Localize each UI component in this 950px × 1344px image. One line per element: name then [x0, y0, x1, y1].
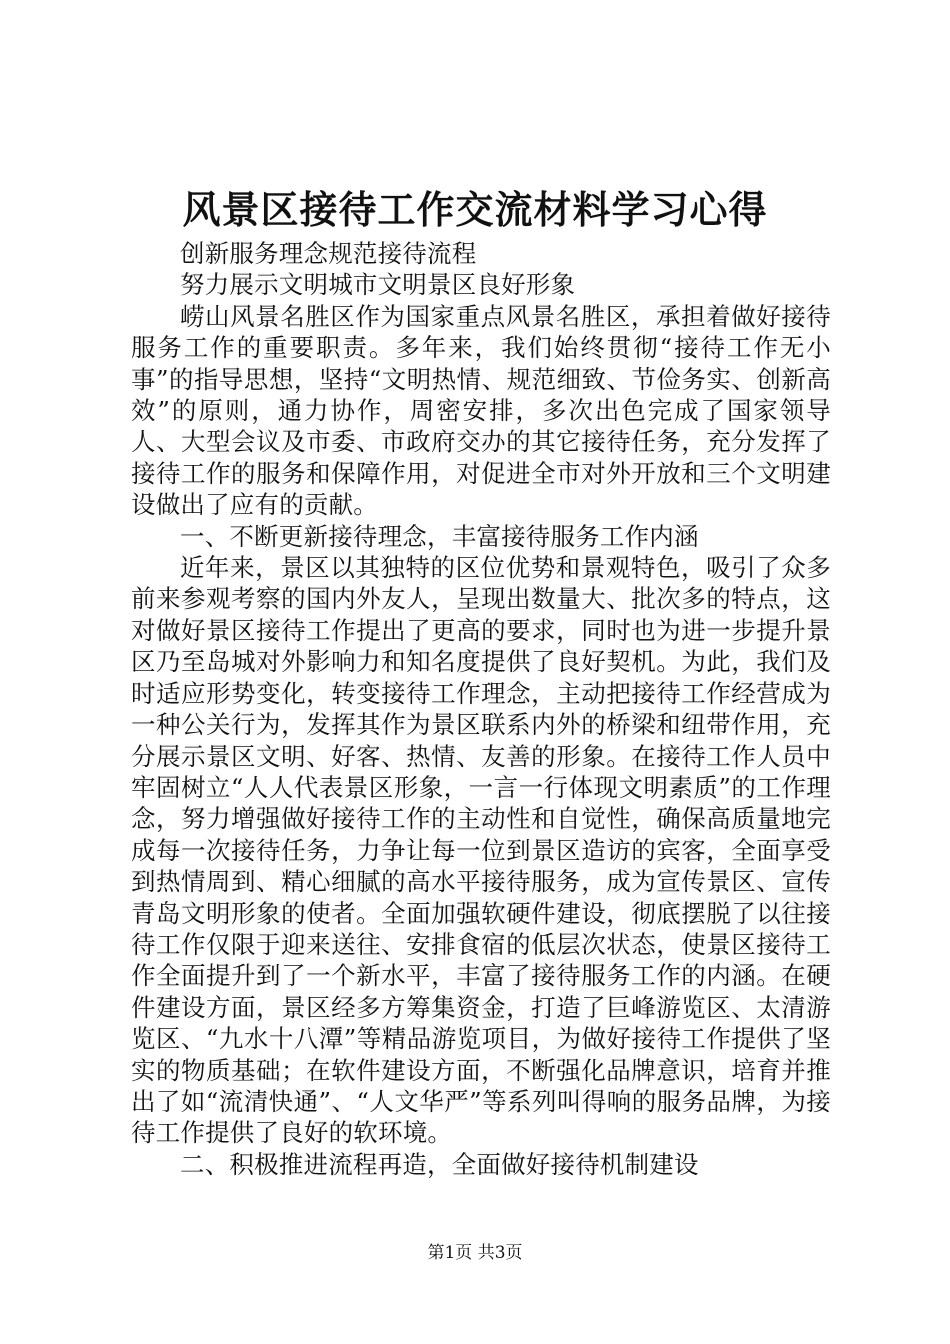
section-1-paragraph: 近年来，景区以其独特的区位优势和景观特色，吸引了众多前来参观考察的国内外友人，呈现出数量大、批次多的特点，这对做好景区接待工作提出了更高的要求，同时也为进一步提升景区乃至岛城对外影响力和知名度提供了良好契机。为此，我们及时适应形势变化，转变接待工作理念，主动把接待工作经营成为一种公关行为，发挥其作为景区联系内外的桥梁和纽带作用，充分展示景区文明、好客、热情、友善的形象。在接待工作人员中牢固树立“人人代表景区形象，一言一行体现文明素质”的工作理念，努力增强做好接待工作的主动性和自觉性，确保高质量地完成每一次接待任务，力争让每一位到景区造访的宾客，全面享受到热情周到、精心细腻的高水平接待服务，成为宣传景区、宣传青岛文明形象的使者。全面加强软硬件建设，彻底摆脱了以往接待工作仅限于迎来送往、安排食宿的低层次状态，使景区接待工作全面提升到了一个新水平，丰富了接待服务工作的内涵。在硬件建设方面，景区经多方筹集资金，打造了巨峰游览区、太清游览区、“九水十八潭”等精品游览项目，为做好接待工作提供了坚实的物质基础；在软件建设方面，不断强化品牌意识，培育并推出了如“流清快通”、“人文华严”等系列叫得响的服务品牌，为接待工作提供了良好的软环境。 — [131, 553, 831, 1148]
subtitle-line-2: 努力展示文明城市文明景区良好形象 — [180, 270, 576, 300]
document-title: 风景区接待工作交流材料学习心得 — [182, 187, 768, 232]
section-heading-1: 一、不断更新接待理念，丰富接待服务工作内涵 — [180, 521, 699, 551]
document-body — [131, 238, 831, 1180]
page-number: 第1页 共3页 — [427, 1243, 523, 1263]
intro-paragraph: 崂山风景名胜区作为国家重点风景名胜区，承担着做好接待服务工作的重要职责。多年来，我们始终贯彻“接待工作无小事”的指导思想，坚持“文明热情、规范细致、节俭务实、创新高效”的原则，通力协作，周密安排，多次出色完成了国家领导人、大型会议及市委、市政府交办的其它接待任务，充分发挥了接待工作的服务和保障作用，对促进全市对外开放和三个文明建设做出了应有的贡献。 — [131, 301, 831, 520]
section-heading-2: 二、积极推进流程再造，全面做好接待机制建设 — [180, 1149, 699, 1179]
subtitle-line-1: 创新服务理念规范接待流程 — [180, 239, 477, 268]
